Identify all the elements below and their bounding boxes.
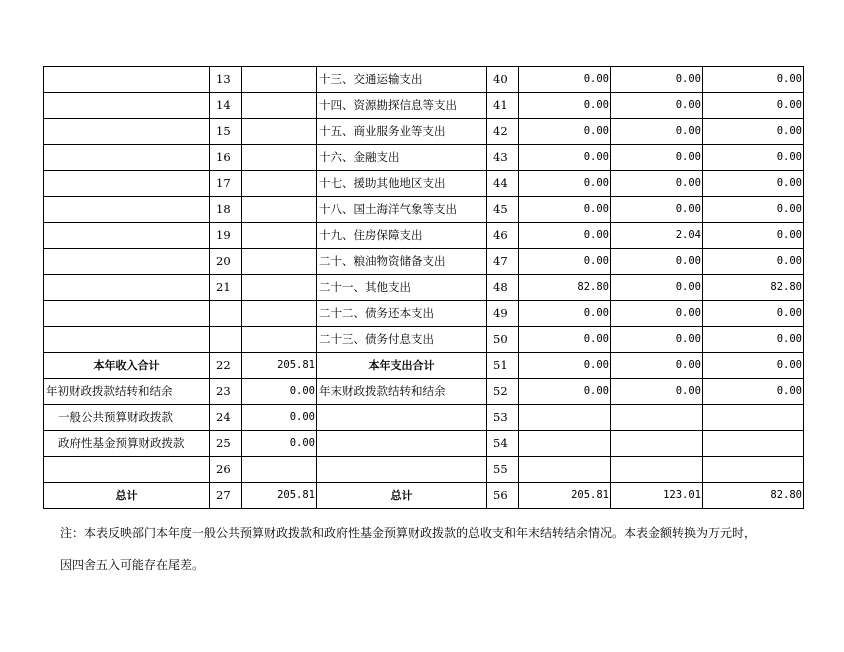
expense-fund-budget-cell: 0.00 [703, 327, 804, 353]
income-item-cell [44, 275, 210, 301]
expense-general-budget-cell: 2.04 [611, 223, 703, 249]
income-row-number: 21 [210, 275, 242, 301]
expense-row-number: 45 [487, 197, 519, 223]
expense-fund-budget-cell: 0.00 [703, 301, 804, 327]
table-row [44, 483, 804, 509]
expense-total-cell: 0.00 [519, 197, 611, 223]
income-item-cell [44, 145, 210, 171]
income-item-cell [44, 93, 210, 119]
table-row [44, 457, 804, 483]
income-row-number: 26 [210, 457, 242, 483]
income-amount-cell [242, 119, 317, 145]
income-item-cell [44, 249, 210, 275]
expense-general-budget-cell: 0.00 [611, 327, 703, 353]
table-row [44, 119, 804, 145]
expense-general-budget-cell: 123.01 [611, 483, 703, 509]
income-amount-cell: 0.00 [242, 379, 317, 405]
expense-row-number: 40 [487, 67, 519, 93]
expense-fund-budget-cell: 0.00 [703, 93, 804, 119]
income-amount-cell: 0.00 [242, 431, 317, 457]
income-item-cell: 政府性基金预算财政拨款 [44, 431, 210, 457]
expense-fund-budget-cell: 0.00 [703, 249, 804, 275]
table-row [44, 249, 804, 275]
income-item-cell [44, 327, 210, 353]
table-row [44, 93, 804, 119]
expense-item-cell: 本年支出合计 [317, 353, 487, 379]
expense-total-cell: 82.80 [519, 275, 611, 301]
table-row [44, 223, 804, 249]
income-amount-cell [242, 223, 317, 249]
expense-row-number: 47 [487, 249, 519, 275]
expense-general-budget-cell: 0.00 [611, 145, 703, 171]
expense-row-number: 56 [487, 483, 519, 509]
expense-row-number: 42 [487, 119, 519, 145]
income-item-cell [44, 67, 210, 93]
table-row [44, 67, 804, 93]
expense-item-cell: 二十三、债务付息支出 [317, 327, 487, 353]
income-row-number: 17 [210, 171, 242, 197]
expense-row-number: 54 [487, 431, 519, 457]
expense-item-cell: 二十一、其他支出 [317, 275, 487, 301]
expense-item-cell: 年末财政拨款结转和结余 [317, 379, 487, 405]
expense-total-cell: 0.00 [519, 379, 611, 405]
expense-fund-budget-cell: 0.00 [703, 379, 804, 405]
expense-row-number: 50 [487, 327, 519, 353]
expense-general-budget-cell: 0.00 [611, 93, 703, 119]
income-row-number: 25 [210, 431, 242, 457]
expense-item-cell: 二十、粮油物资储备支出 [317, 249, 487, 275]
expense-general-budget-cell [611, 405, 703, 431]
income-row-number: 14 [210, 93, 242, 119]
income-row-number: 18 [210, 197, 242, 223]
expense-general-budget-cell [611, 457, 703, 483]
expense-item-cell: 十四、资源勘探信息等支出 [317, 93, 487, 119]
expense-item-cell: 总计 [317, 483, 487, 509]
expense-item-cell [317, 457, 487, 483]
expense-total-cell [519, 405, 611, 431]
expense-item-cell: 十七、援助其他地区支出 [317, 171, 487, 197]
expense-general-budget-cell: 0.00 [611, 275, 703, 301]
expense-total-cell [519, 457, 611, 483]
expense-fund-budget-cell: 82.80 [703, 483, 804, 509]
table-row [44, 405, 804, 431]
table-row [44, 327, 804, 353]
income-amount-cell [242, 197, 317, 223]
income-item-cell [44, 171, 210, 197]
income-item-cell: 总计 [44, 483, 210, 509]
income-row-number: 15 [210, 119, 242, 145]
expense-fund-budget-cell: 0.00 [703, 197, 804, 223]
expense-general-budget-cell: 0.00 [611, 379, 703, 405]
expense-item-cell: 十三、交通运输支出 [317, 67, 487, 93]
expense-general-budget-cell: 0.00 [611, 301, 703, 327]
expense-general-budget-cell: 0.00 [611, 119, 703, 145]
expense-fund-budget-cell: 0.00 [703, 223, 804, 249]
expense-total-cell: 0.00 [519, 327, 611, 353]
expense-general-budget-cell [611, 431, 703, 457]
expense-general-budget-cell: 0.00 [611, 67, 703, 93]
table-note-line-1: 注：本表反映部门本年度一般公共预算财政拨款和政府性基金预算财政拨款的总收支和年末结转结余情况。本表金额转换为万元时， [60, 526, 757, 540]
expense-total-cell: 0.00 [519, 171, 611, 197]
income-row-number: 27 [210, 483, 242, 509]
table-row [44, 197, 804, 223]
expense-fund-budget-cell: 0.00 [703, 119, 804, 145]
expense-row-number: 43 [487, 145, 519, 171]
income-item-cell [44, 457, 210, 483]
expense-item-cell: 十五、商业服务业等支出 [317, 119, 487, 145]
income-item-cell [44, 223, 210, 249]
income-row-number: 16 [210, 145, 242, 171]
expense-row-number: 41 [487, 93, 519, 119]
expense-total-cell: 205.81 [519, 483, 611, 509]
expense-item-cell: 十九、住房保障支出 [317, 223, 487, 249]
expense-total-cell: 0.00 [519, 301, 611, 327]
expense-general-budget-cell: 0.00 [611, 197, 703, 223]
table-row [44, 171, 804, 197]
expense-fund-budget-cell [703, 431, 804, 457]
expense-total-cell [519, 431, 611, 457]
table-row [44, 301, 804, 327]
expense-total-cell: 0.00 [519, 119, 611, 145]
income-item-cell [44, 197, 210, 223]
expense-row-number: 48 [487, 275, 519, 301]
expense-fund-budget-cell: 82.80 [703, 275, 804, 301]
expense-row-number: 44 [487, 171, 519, 197]
expense-row-number: 46 [487, 223, 519, 249]
income-amount-cell [242, 457, 317, 483]
income-amount-cell [242, 301, 317, 327]
income-item-cell [44, 119, 210, 145]
expense-total-cell: 0.00 [519, 145, 611, 171]
expense-item-cell: 十八、国土海洋气象等支出 [317, 197, 487, 223]
table-row [44, 275, 804, 301]
expense-row-number: 53 [487, 405, 519, 431]
expense-row-number: 49 [487, 301, 519, 327]
expense-fund-budget-cell [703, 405, 804, 431]
fiscal-appropriation-table [43, 66, 804, 509]
income-row-number [210, 301, 242, 327]
income-row-number: 20 [210, 249, 242, 275]
income-row-number [210, 327, 242, 353]
expense-total-cell: 0.00 [519, 223, 611, 249]
income-row-number: 24 [210, 405, 242, 431]
expense-total-cell: 0.00 [519, 353, 611, 379]
expense-fund-budget-cell: 0.00 [703, 171, 804, 197]
table-row [44, 431, 804, 457]
expense-row-number: 52 [487, 379, 519, 405]
table-row [44, 379, 804, 405]
expense-fund-budget-cell: 0.00 [703, 353, 804, 379]
income-amount-cell: 205.81 [242, 483, 317, 509]
income-amount-cell [242, 145, 317, 171]
income-amount-cell [242, 171, 317, 197]
expense-general-budget-cell: 0.00 [611, 353, 703, 379]
expense-total-cell: 0.00 [519, 249, 611, 275]
income-amount-cell [242, 67, 317, 93]
expense-total-cell: 0.00 [519, 93, 611, 119]
table-row [44, 353, 804, 379]
income-item-cell [44, 301, 210, 327]
income-amount-cell [242, 249, 317, 275]
expense-fund-budget-cell: 0.00 [703, 67, 804, 93]
income-row-number: 23 [210, 379, 242, 405]
income-amount-cell: 205.81 [242, 353, 317, 379]
expense-item-cell [317, 405, 487, 431]
expense-item-cell [317, 431, 487, 457]
table-row [44, 145, 804, 171]
expense-total-cell: 0.00 [519, 67, 611, 93]
expense-item-cell: 十六、金融支出 [317, 145, 487, 171]
income-amount-cell [242, 327, 317, 353]
income-row-number: 19 [210, 223, 242, 249]
income-row-number: 13 [210, 67, 242, 93]
table-note-line-2: 因四舍五入可能存在尾差。 [60, 558, 205, 572]
income-amount-cell: 0.00 [242, 405, 317, 431]
expense-fund-budget-cell: 0.00 [703, 145, 804, 171]
income-amount-cell [242, 93, 317, 119]
income-item-cell: 本年收入合计 [44, 353, 210, 379]
expense-row-number: 51 [487, 353, 519, 379]
expense-item-cell: 二十二、债务还本支出 [317, 301, 487, 327]
expense-general-budget-cell: 0.00 [611, 249, 703, 275]
expense-row-number: 55 [487, 457, 519, 483]
income-row-number: 22 [210, 353, 242, 379]
income-item-cell: 一般公共预算财政拨款 [44, 405, 210, 431]
expense-general-budget-cell: 0.00 [611, 171, 703, 197]
expense-fund-budget-cell [703, 457, 804, 483]
income-item-cell: 年初财政拨款结转和结余 [44, 379, 210, 405]
income-amount-cell [242, 275, 317, 301]
